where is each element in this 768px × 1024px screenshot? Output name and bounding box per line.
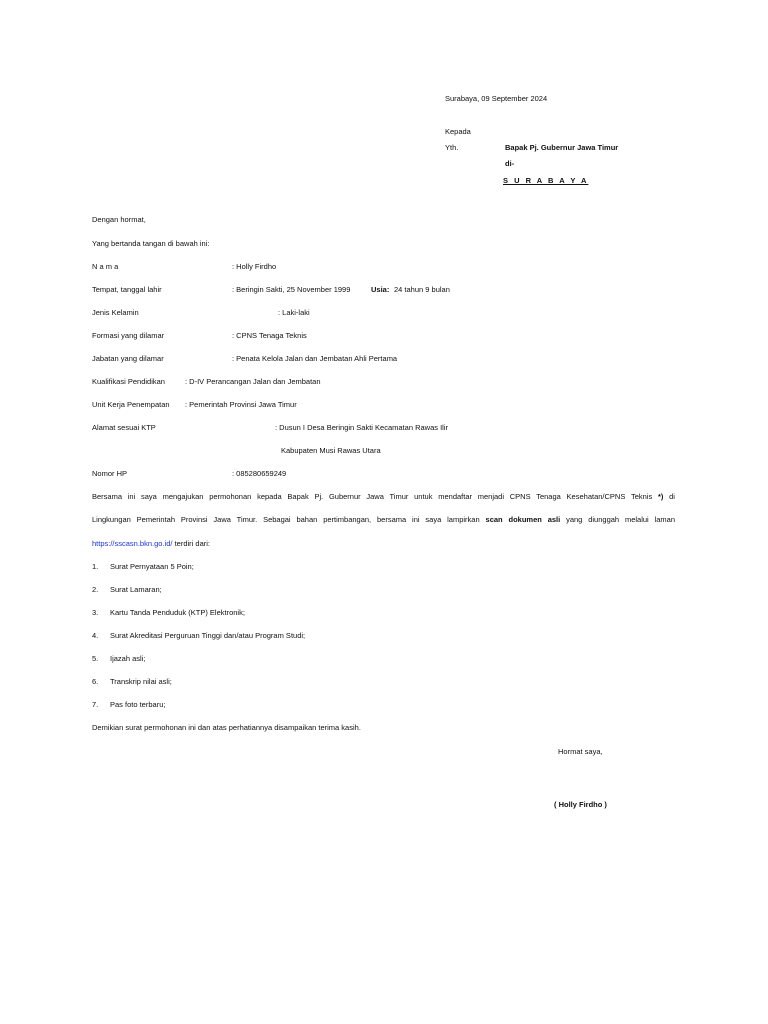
body-line1-text: Bersama ini saya mengajukan permohonan kepada Bapak Pj. Gubernur Jawa Timur untuk mendaftar menjadi CPNS Tenaga Kesehatan/CPNS Teknis [92,492,653,501]
recipient-city: S U R A B A Y A [503,176,589,185]
field-label-usia: Usia: [371,285,390,294]
list-item: Pas foto terbaru; [110,700,166,709]
list-item-number: 5. [92,654,99,663]
list-item-number: 6. [92,677,99,686]
list-item-number: 1. [92,562,99,571]
body-line2-end: yang diunggah melalui laman [566,515,676,524]
recipient-di: di- [505,159,515,168]
field-label-unit-kerja: Unit Kerja Penempatan [92,400,170,409]
kepada-label: Kepada [445,127,471,136]
field-label-jenis-kelamin: Jenis Kelamin [92,308,139,317]
list-item-number: 4. [92,631,99,640]
field-value-jabatan: : Penata Kelola Jalan dan Jembatan Ahli Pertama [232,354,398,363]
yth-label: Yth. [445,143,459,152]
field-value-jenis-kelamin: : Laki-laki [278,308,310,317]
field-value-usia: 24 tahun 9 bulan [394,285,450,294]
field-value-formasi: : CPNS Tenaga Teknis [232,331,307,340]
list-item: Surat Pernyataan 5 Poin; [110,562,194,571]
body-line2-text: Lingkungan Pemerintah Provinsi Jawa Timur. Sebagai bahan pertimbangan, bersama ini saya lampirkan [92,515,480,524]
recipient-name: Bapak Pj. Gubernur Jawa Timur [505,143,619,152]
list-item: Transkrip nilai asli; [110,677,172,686]
field-value-nomor-hp: : 085280659249 [232,469,287,478]
intro-line: Yang bertanda tangan di bawah ini: [92,239,210,248]
letter-place-date: Surabaya, 09 September 2024 [445,94,548,103]
list-item-number: 2. [92,585,99,594]
field-value-nama: : Holly Firdho [232,262,277,271]
list-item: Surat Akreditasi Perguruan Tinggi dan/atau Program Studi; [110,631,306,640]
list-item-number: 3. [92,608,99,617]
field-label-kualifikasi: Kualifikasi Pendidikan [92,377,165,386]
list-item-number: 7. [92,700,99,709]
footnote-marker: *) [657,492,664,501]
field-label-jabatan: Jabatan yang dilamar [92,354,164,363]
body-line1-end: di [669,492,675,501]
field-label-nama: N a m a [92,262,119,271]
list-item: Kartu Tanda Penduduk (KTP) Elektronik; [110,608,245,617]
field-label-ttl: Tempat, tanggal lahir [92,285,162,294]
field-value-alamat-line1: : Dusun I Desa Beringin Sakti Kecamatan Rawas Ilir [275,423,448,432]
field-label-alamat: Alamat sesuai KTP [92,423,156,432]
body-paragraph-line1 [92,492,675,502]
field-value-ttl: : Beringin Sakti, 25 November 1999 [232,285,351,294]
list-item: Surat Lamaran; [110,585,162,594]
sscasn-link[interactable]: https://sscasn.bkn.go.id/ [92,539,173,548]
field-label-nomor-hp: Nomor HP [92,469,128,478]
closing-sentence: Demikian surat permohonan ini dan atas perhatiannya disampaikan terima kasih. [92,723,361,732]
field-label-formasi: Formasi yang dilamar [92,331,165,340]
regards-line: Hormat saya, [558,747,603,756]
signature-name: ( Holly Firdho ) [554,800,607,809]
scan-dokumen-emphasis: scan dokumen asli [485,515,561,524]
field-value-unit-kerja: : Pemerintah Provinsi Jawa Timur [185,400,297,409]
field-value-alamat-line2: Kabupaten Musi Rawas Utara [281,446,381,455]
field-value-kualifikasi: : D-IV Perancangan Jalan dan Jembatan [185,377,321,386]
body-line3-text: terdiri dari: [174,539,210,548]
body-paragraph-line3 [92,539,210,549]
salutation: Dengan hormat, [92,215,146,224]
list-item: Ijazah asli; [110,654,146,663]
body-paragraph-line2 [92,515,675,525]
